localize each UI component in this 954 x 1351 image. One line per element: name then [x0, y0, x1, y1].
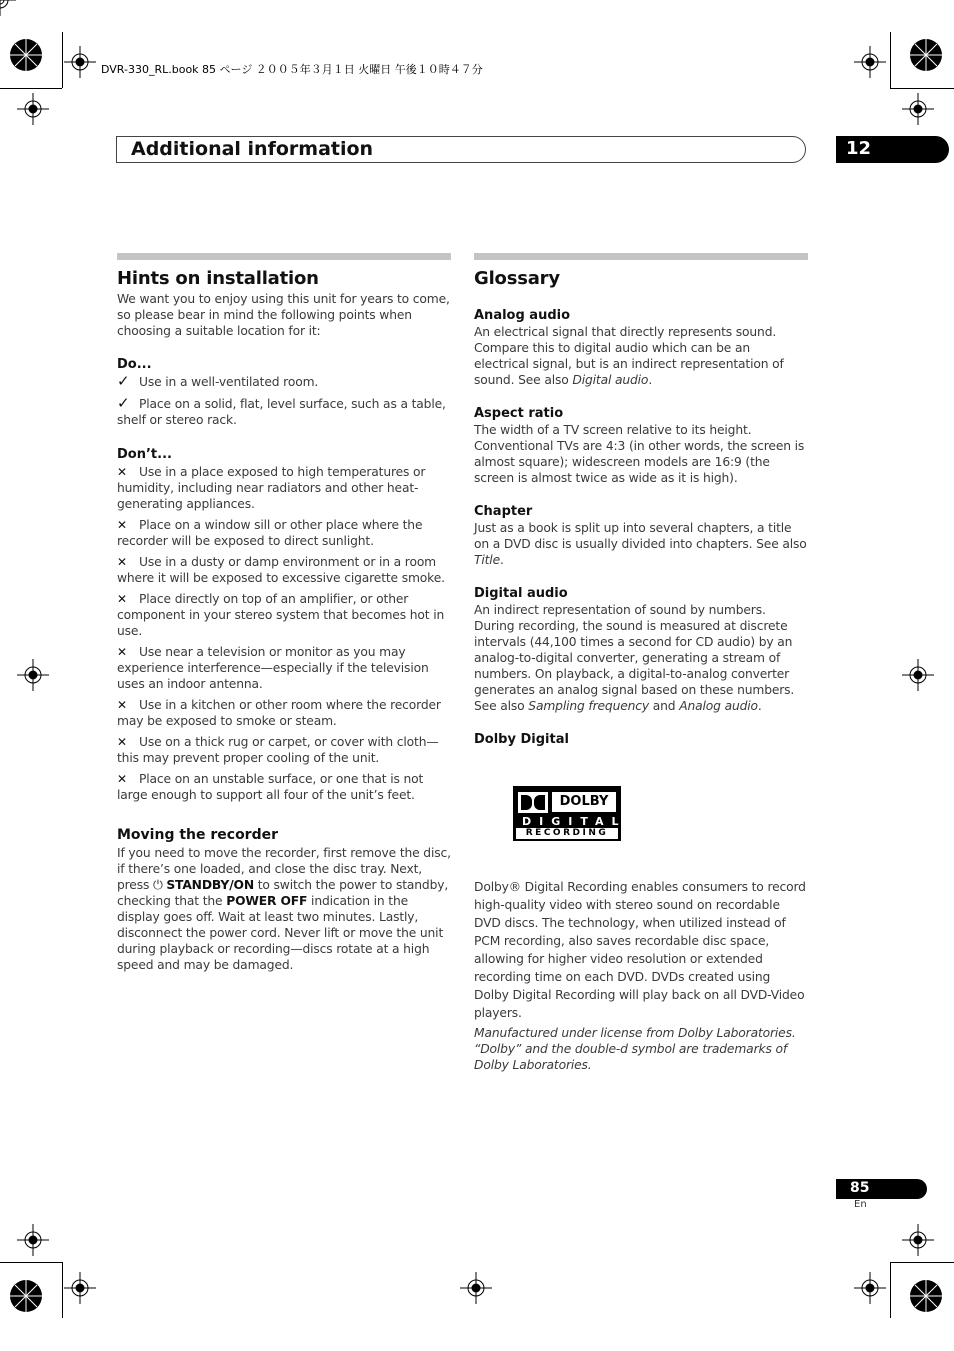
installation-heading: Hints on installation [117, 268, 319, 289]
dolby-license-note: Manufactured under license from Dolby Laboratories. “Dolby” and the double-d symbol are trademarks of Dolby Laboratories. [474, 1026, 796, 1072]
moving-text: If you need to move the recorder, first remove the disc, if there’s one loaded, and close the disc tray. Next, press ⏻ STANDBY/ON to switch the power to standby, checking that the POWER OFF indication in the display goes off. Wait at least two minutes. Lastly, disconnect the power cord. Never lift or move the unit during playback or recording—discs rotate at a high speed and may be damaged. [117, 846, 451, 972]
section-rule [474, 253, 808, 260]
section-header [116, 136, 806, 163]
dont-item: ✕ Use near a television or monitor as you may experience interference—especially if the television uses an indoor antenna. [117, 645, 429, 691]
term-heading: Chapter [474, 504, 533, 519]
cross-icon: ✕ [117, 645, 127, 659]
dont-item: ✕ Use in a place exposed to high temperatures or humidity, including near radiators and other heat-generating appliances. [117, 465, 426, 511]
do-item: ✓ Place on a solid, flat, level surface, such as a table, shelf or stereo rack. [117, 394, 446, 427]
dont-item: ✕ Use on a thick rug or carpet, or cover with cloth—this may prevent proper cooling of the unit. [117, 735, 439, 765]
dont-item: ✕ Use in a kitchen or other room where the recorder may be exposed to smoke or steam. [117, 698, 441, 728]
term-heading: Digital audio [474, 586, 568, 601]
page-number: 85 [850, 1180, 870, 1196]
cross-icon: ✕ [117, 555, 127, 569]
cross-icon: ✕ [117, 465, 127, 479]
term-definition: Just as a book is split up into several chapters, a title on a DVD disc is usually divided into chapters. See also Title. [474, 521, 807, 567]
cross-icon: ✕ [117, 592, 127, 606]
double-d-icon [518, 792, 548, 813]
dont-item: ✕ Place on an unstable surface, or one that is not large enough to support all four of the unit’s feet. [117, 772, 424, 802]
glossary-heading: Glossary [474, 268, 560, 289]
installation-intro: We want you to enjoy using this unit for years to come, so please bear in mind the following points when choosing a suitable location for it: [117, 292, 450, 338]
dont-item: ✕ Place directly on top of an amplifier, or other component in your stereo system that becomes hot in use. [117, 592, 445, 638]
term-heading: Dolby Digital [474, 732, 569, 747]
check-icon: ✓ [117, 372, 130, 390]
cross-icon: ✕ [117, 518, 127, 532]
do-item: ✓ Use in a well-ventilated room. [117, 372, 319, 390]
dont-item: ✕ Place on a window sill or other place where the recorder will be exposed to direct sunlight. [117, 518, 423, 548]
power-icon: ⏻ [152, 878, 163, 892]
term-definition: The width of a TV screen relative to its height. Conventional TVs are 4:3 (in other words, the screen is almost square); widescreen models are 16:9 (the screen is almost twice as wide as it is high). [474, 423, 805, 485]
section-title: Additional information [131, 138, 374, 160]
glossary-column [474, 253, 808, 1073]
moving-heading: Moving the recorder [117, 827, 279, 843]
term-definition: An electrical signal that directly represents sound. Compare this to digital audio which can be an electrical signal, but is an indirect representation of sound. See also Digital audio. [474, 325, 784, 387]
print-job-line: DVR-330_RL.book 85 ページ ２００５年３月１日 火曜日 午後１０時４７分 [101, 63, 483, 76]
page-number-tab [836, 1179, 927, 1199]
language-code: En [854, 1199, 867, 1210]
term-heading: Aspect ratio [474, 406, 564, 421]
chapter-tab [836, 136, 949, 163]
check-icon: ✓ [117, 394, 130, 412]
section-rule [117, 253, 451, 260]
dolby-digital-recording-logo: DOLBY DIGITAL RECORDING [513, 786, 621, 841]
cross-icon: ✕ [117, 772, 127, 786]
dolby-description: Dolby® Digital Recording enables consumers to record high-quality video with stereo sound on recordable DVD discs. The technology, when utilized instead of PCM recording, also saves recordable disc space, allowing for higher video resolution or extended recording time on each DVD. DVDs created using Dolby Digital Recording will play back on all DVD-Video players. [474, 880, 806, 1020]
cross-icon: ✕ [117, 735, 127, 749]
dont-heading: Don’t... [117, 447, 172, 462]
installation-column [117, 253, 451, 973]
chapter-number: 12 [846, 138, 872, 159]
term-heading: Analog audio [474, 308, 571, 323]
do-heading: Do... [117, 357, 152, 372]
cross-icon: ✕ [117, 698, 127, 712]
term-definition: An indirect representation of sound by numbers. During recording, the sound is measured at discrete intervals (44,100 times a second for CD audio) by an analog-to-digital converter, generating a stream of numbers. On playback, a digital-to-analog converter generates an analog signal based on these numbers. See also Sampling frequency and Analog audio. [474, 603, 795, 713]
dont-item: ✕ Use in a dusty or damp environment or in a room where it will be exposed to excessive cigarette smoke. [117, 555, 445, 585]
